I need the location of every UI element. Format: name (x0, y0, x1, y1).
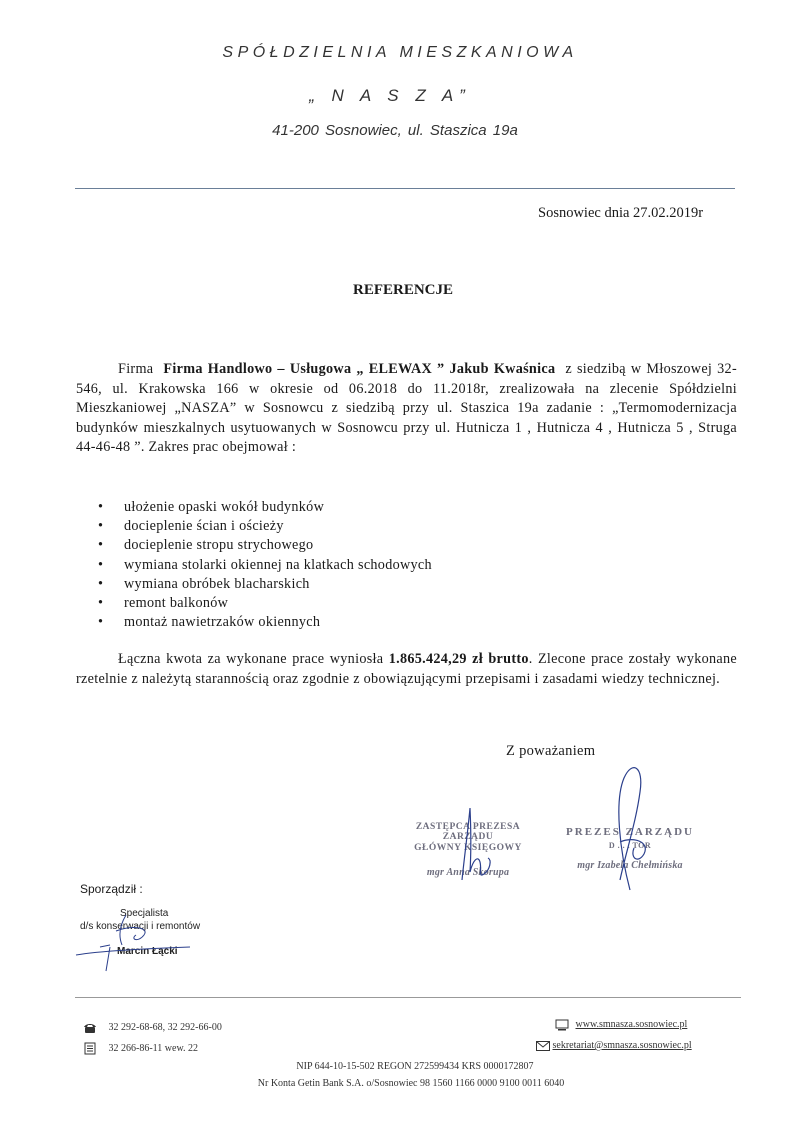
president-signature (600, 762, 670, 892)
fax-number: 32 266-86-11 wew. 22 (108, 1042, 199, 1054)
prepared-by-label: Sporządził : (80, 882, 143, 896)
summary-paragraph (76, 650, 737, 689)
list-item: • docieplenie stropu strychowego (98, 536, 432, 555)
date-line: Sosnowiec dnia 27.02.2019r (538, 205, 704, 221)
reference-paragraph (76, 360, 737, 458)
paragraph-text: z siedzibą w Młoszowej 32-546, ul. Krakowska 166 w okresie od 06.2018 do 11.2018r, zrealizowała na zlecenie Spółdzielni Mieszkaniowej „NASZA” w Sosnowcu z siedzibą przy ul. Staszica 19a zadanie : „Termomodernizacja budynków mieszkalnych usytuowanych w Sosnowcu przy ul. Hutnicza 1 , Hutnicza 4 , Hutnicza 5 , Struga 44-46-48 ”. Zakres prac obejmował : (76, 361, 737, 456)
header-divider (75, 188, 735, 189)
list-item: • wymiana obróbek blacharskich (98, 575, 432, 594)
footer-divider (75, 997, 741, 998)
deputy-name: mgr Anna Skorupa (426, 867, 510, 878)
list-item: • ułożenie opaski wokół budynków (98, 498, 432, 517)
email-link[interactable]: sekretariat@smnasza.sosnowiec.pl (552, 1040, 692, 1051)
president-name: mgr Izabela Chełmińska (577, 860, 683, 871)
president-role: D . . . TOR (608, 841, 652, 850)
email-line (536, 1040, 692, 1051)
list-item: • remont balkonów (98, 594, 432, 613)
org-name: SPÓŁDZIELNIA MIESZKANIOWA (222, 44, 578, 61)
bank-account-line: Nr Konta Getin Bank S.A. o/Sosnowiec 98 1560 1166 0000 9100 0011 6040 (257, 1078, 565, 1089)
deputy-title: ZASTĘPCA PREZESA ZARZĄDU (415, 822, 521, 842)
deputy-role: GŁÓWNY KSIĘGOWY (414, 843, 522, 853)
specialist-role: d/s konserwacji i remontów (80, 921, 201, 932)
specialist-signature (70, 905, 230, 975)
paragraph-lead: Firma (118, 361, 154, 377)
fax-line (84, 1042, 198, 1055)
list-item: • wymiana stolarki okiennej na klatkach schodowych (98, 556, 432, 575)
summary-post: . Zlecone prace zostały wykonane rzetelnie z należytą starannością oraz zgodnie z obowiązującymi przepisami i zasadami wiedzy technicznej. (76, 651, 737, 687)
fax-icon (84, 1042, 96, 1055)
website-line (555, 1019, 687, 1031)
list-item: • montaż nawietrzaków okiennych (98, 613, 432, 632)
specialist-title: Specjalista (120, 908, 169, 919)
registration-line: NIP 644-10-15-502 REGON 272599434 KRS 0000172807 (296, 1061, 534, 1072)
specialist-name: Marcin Łącki (117, 946, 178, 957)
phone-line (84, 1022, 222, 1033)
summary-pre: Łączna kwota za wykonane prace wyniosła (118, 651, 384, 667)
deputy-signature (440, 800, 520, 890)
company-name: Firma Handlowo – Usługowa „ ELEWAX ” Jakub Kwaśnica (163, 361, 556, 377)
computer-icon (555, 1019, 569, 1031)
phone-numbers: 32 292-68-68, 32 292-66-00 (108, 1022, 222, 1033)
org-address: 41-200 Sosnowiec, ul. Staszica 19a (272, 122, 518, 139)
website-link[interactable]: www.smnasza.sosnowiec.pl (575, 1019, 688, 1031)
list-item: • docieplenie ścian i ościeży (98, 517, 432, 536)
total-amount: 1.865.424,29 zł brutto (388, 651, 529, 667)
phone-icon (84, 1023, 96, 1033)
president-title: PREZES ZARZĄDU (566, 826, 694, 838)
envelope-icon (536, 1041, 550, 1051)
document-title: REFERENCJE (352, 282, 453, 298)
closing: Z poważaniem (506, 743, 596, 759)
scope-list (98, 498, 432, 632)
org-short-name: „ N A S Z A” (309, 86, 471, 105)
